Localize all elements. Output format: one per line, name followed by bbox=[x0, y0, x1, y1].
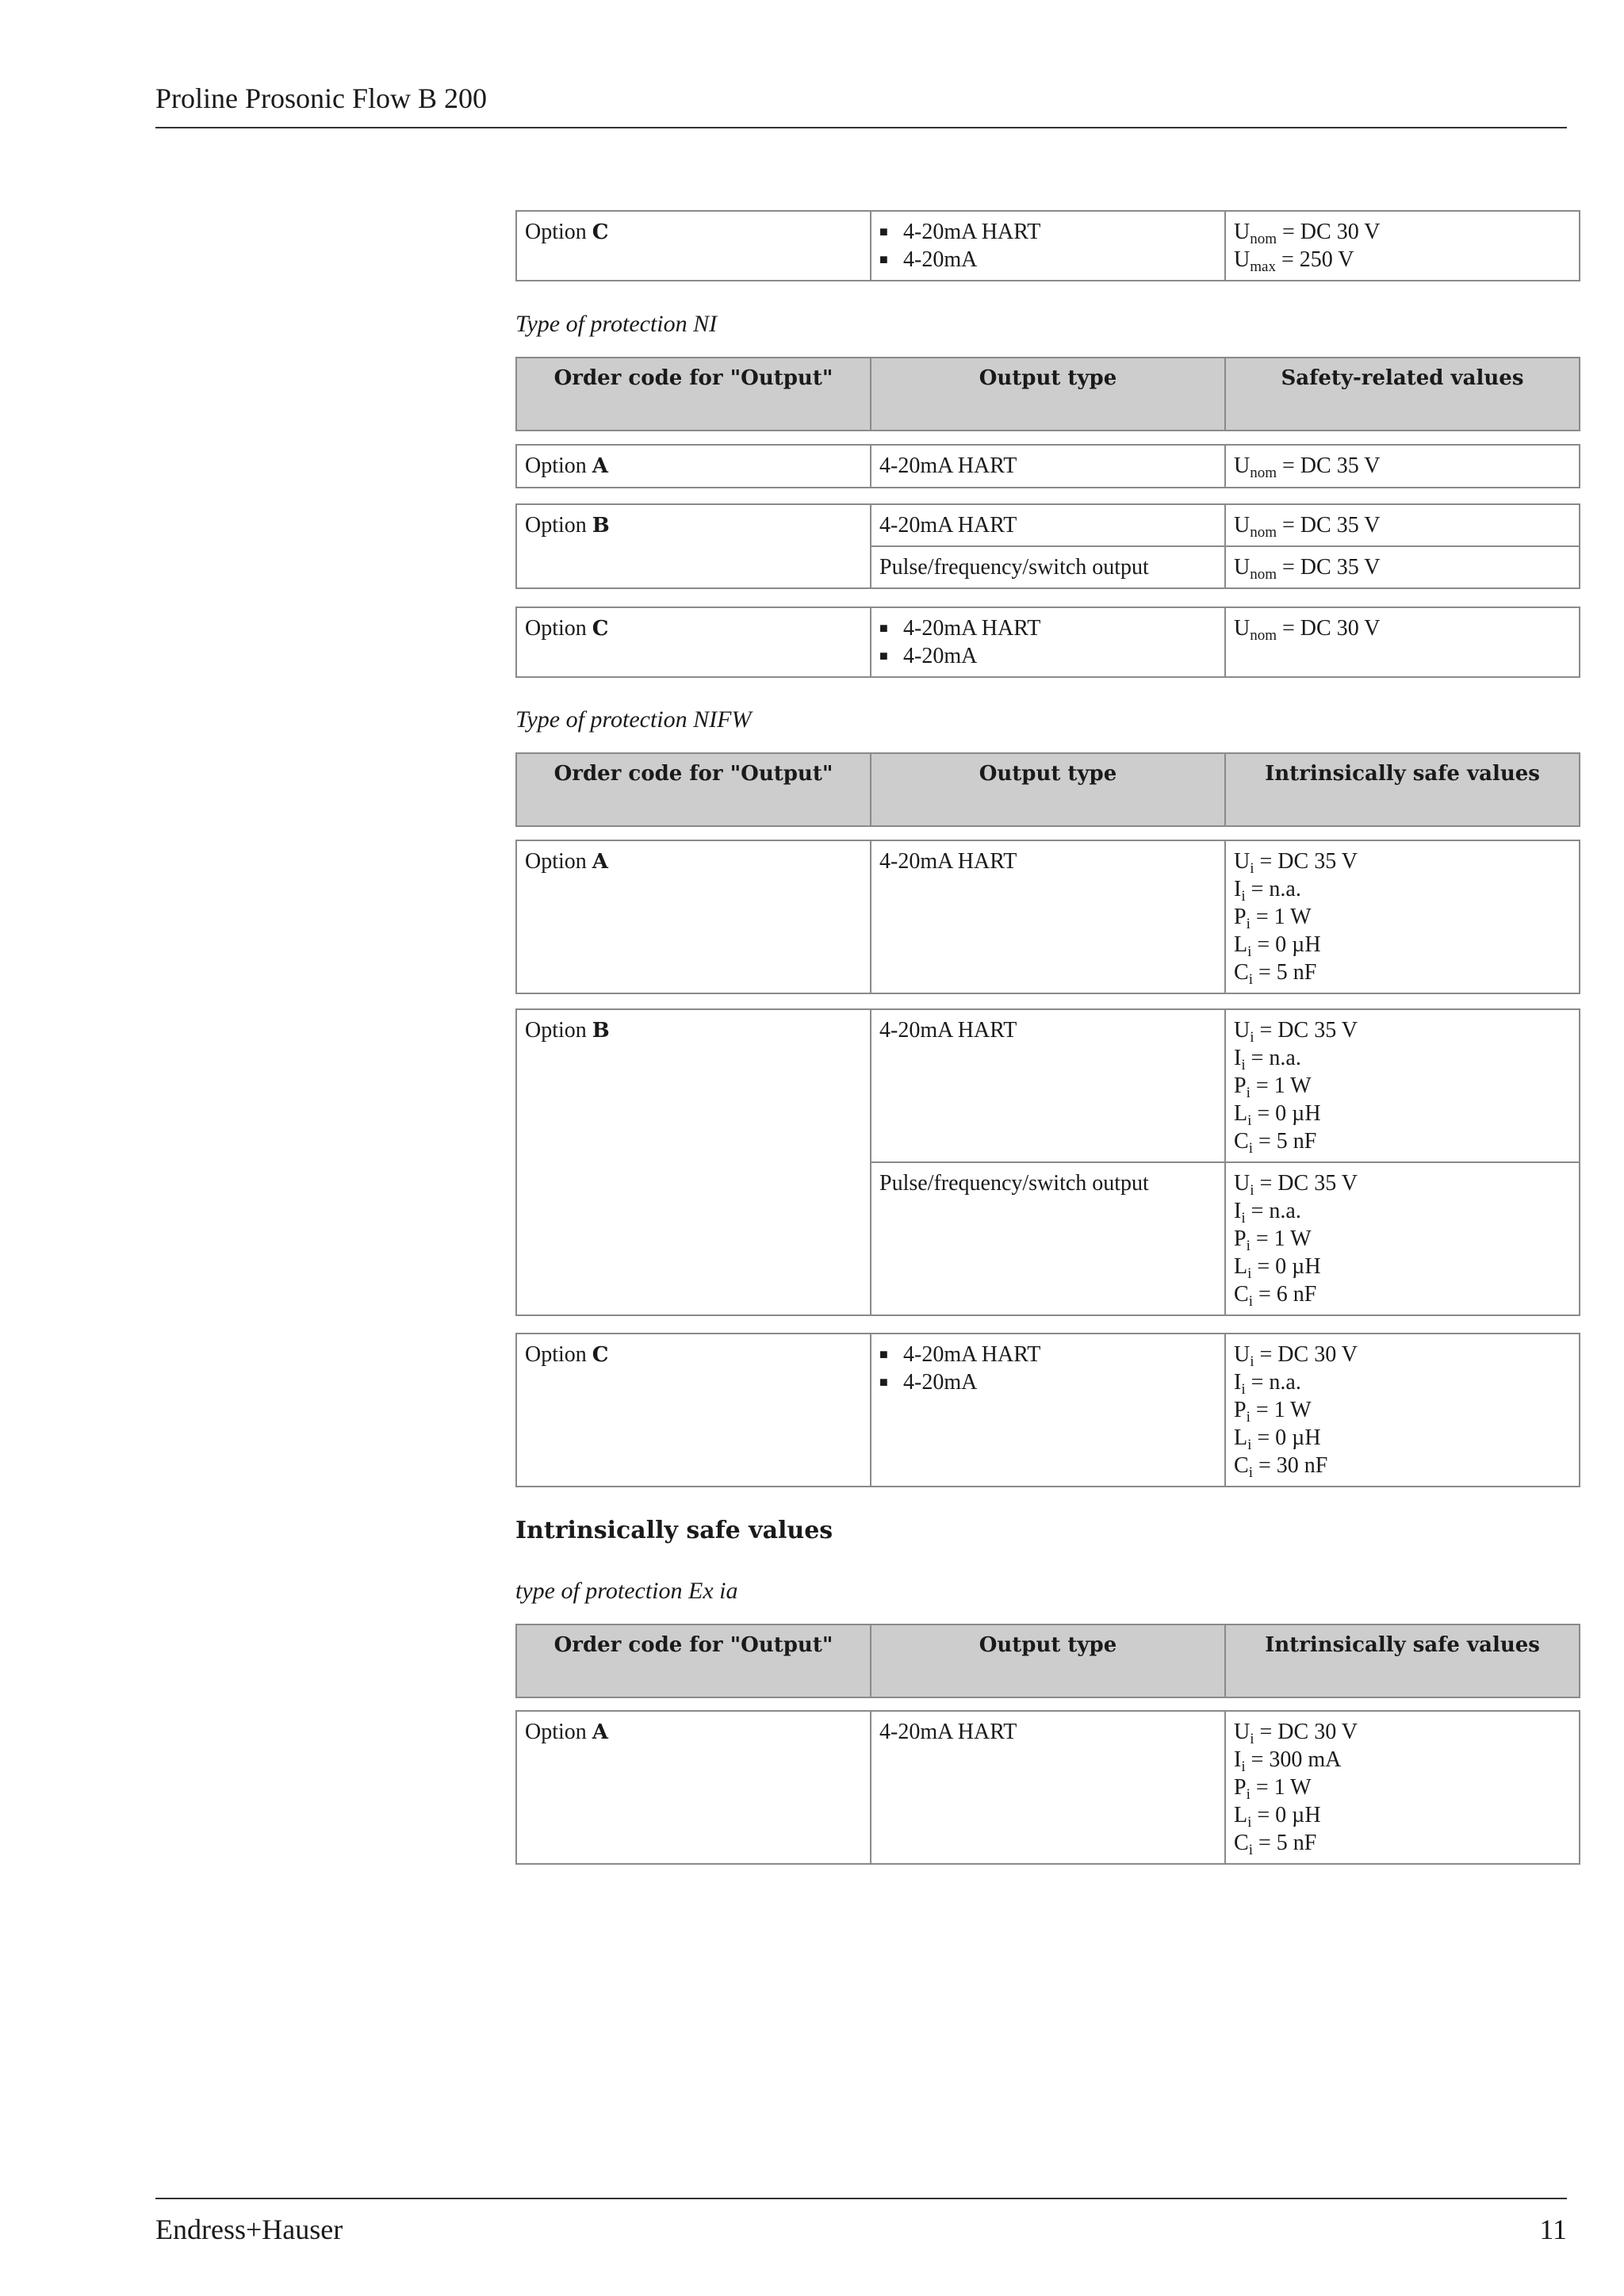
value-line: $U_i$ = DC 30 V bbox=[1234, 1720, 1358, 1747]
output-cell bbox=[871, 211, 1225, 281]
values-cell: $U_{nom}$ = DC 35 V bbox=[1225, 546, 1580, 588]
option-cell: Option C bbox=[516, 607, 871, 677]
value-line: $C_i = 5$ nF bbox=[1234, 1129, 1317, 1157]
section-title-ni: Type of protection NI bbox=[515, 311, 718, 337]
document-title: Proline Prosonic Flow B 200 bbox=[155, 82, 488, 114]
value-line: $L_i = 0$ µH bbox=[1234, 1425, 1321, 1453]
value-line: $C_i = 6$ nF bbox=[1234, 1282, 1317, 1310]
option-cell: Option B bbox=[516, 1009, 871, 1315]
value-line: $U_i$ = DC 35 V bbox=[1234, 849, 1358, 877]
value-line: $C_i = 5$ nF bbox=[1234, 960, 1317, 988]
footer-rule bbox=[155, 2198, 1567, 2199]
column-header: Output type bbox=[871, 753, 1225, 826]
option-cell: Option A bbox=[516, 445, 871, 488]
list-item: ■ 4-20mA bbox=[879, 246, 1216, 274]
values-cell bbox=[1225, 840, 1580, 993]
values-cell bbox=[1225, 211, 1580, 281]
value-line: $L_i = 0$ µH bbox=[1234, 1254, 1321, 1282]
option-cell: Option A bbox=[516, 840, 871, 993]
value-line: $P_i = 1$ W bbox=[1234, 1226, 1312, 1254]
value-line: $U_{nom}$ = DC 30 V bbox=[1234, 220, 1381, 247]
nifw-option-a-table bbox=[515, 840, 1580, 994]
table-row bbox=[516, 211, 1580, 281]
exia-header-table bbox=[515, 1624, 1580, 1698]
table-header-row bbox=[516, 358, 1580, 430]
column-header: Safety-related values bbox=[1225, 358, 1580, 430]
company-name: Endress+Hauser bbox=[155, 2214, 343, 2245]
column-header: Order code for "Output" bbox=[516, 753, 871, 826]
output-cell: Pulse/frequency/switch output bbox=[871, 546, 1225, 588]
output-cell: 4-20mA HART bbox=[871, 840, 1225, 993]
value-line: $C_i = 5$ nF bbox=[1234, 1831, 1317, 1858]
list-item: ■ 4-20mA HART bbox=[879, 218, 1216, 246]
value-line: $P_i = 1$ W bbox=[1234, 1073, 1312, 1101]
page-footer bbox=[155, 2212, 1567, 2247]
output-cell: 4-20mA HART bbox=[871, 445, 1225, 488]
list-item: ■ 4-20mA HART bbox=[879, 614, 1216, 642]
value-line: $L_i = 0$ µH bbox=[1234, 932, 1321, 960]
page-header bbox=[155, 81, 1567, 116]
value-line: $L_i = 0$ µH bbox=[1234, 1101, 1321, 1129]
value-line: $I_i = n.a$. bbox=[1234, 877, 1301, 905]
table-row bbox=[516, 607, 1580, 677]
value-line: $I_i = n.a$. bbox=[1234, 1199, 1301, 1226]
option-cell: Option A bbox=[516, 1711, 871, 1864]
value-line: $I_i = 300$ mA bbox=[1234, 1747, 1342, 1775]
table-row bbox=[516, 504, 1580, 546]
output-cell bbox=[871, 1334, 1225, 1487]
option-cell: Option C bbox=[516, 1334, 871, 1487]
value-line: $U_{max} = 250$ V bbox=[1234, 247, 1354, 275]
column-header: Order code for "Output" bbox=[516, 358, 871, 430]
table-row bbox=[516, 445, 1580, 488]
column-header: Intrinsically safe values bbox=[1225, 753, 1580, 826]
column-header: Intrinsically safe values bbox=[1225, 1624, 1580, 1697]
nifw-header-table bbox=[515, 752, 1580, 827]
value-line: $U_i$ = DC 30 V bbox=[1234, 1342, 1358, 1370]
value-line: $P_i = 1$ W bbox=[1234, 1775, 1312, 1803]
ni-option-a-table bbox=[515, 444, 1580, 488]
table-header-row bbox=[516, 1624, 1580, 1697]
list-item: ■ 4-20mA bbox=[879, 1368, 1216, 1396]
ni-option-b-table bbox=[515, 503, 1580, 589]
output-cell: Pulse/frequency/switch output bbox=[871, 1162, 1225, 1315]
output-cell bbox=[871, 607, 1225, 677]
page-number: 11 bbox=[1539, 2214, 1567, 2245]
section-heading-intrinsic: Intrinsically safe values bbox=[515, 1517, 833, 1544]
ni-option-c-table bbox=[515, 607, 1580, 678]
list-item: ■ 4-20mA HART bbox=[879, 1341, 1216, 1368]
values-cell: $U_{nom}$ = DC 30 V bbox=[1225, 607, 1580, 677]
option-cell: Option C bbox=[516, 211, 871, 281]
table-row bbox=[516, 1711, 1580, 1864]
section-title-nifw: Type of protection NIFW bbox=[515, 706, 752, 733]
values-cell bbox=[1225, 1334, 1580, 1487]
table-row bbox=[516, 840, 1580, 993]
column-header: Output type bbox=[871, 1624, 1225, 1697]
value-line: $C_i = 30$ nF bbox=[1234, 1453, 1328, 1481]
value-line: $L_i = 0$ µH bbox=[1234, 1803, 1321, 1831]
value-line: $U_i$ = DC 35 V bbox=[1234, 1018, 1358, 1046]
value-line: $P_i = 1$ W bbox=[1234, 1398, 1312, 1425]
values-cell bbox=[1225, 1711, 1580, 1864]
continued-table bbox=[515, 210, 1580, 281]
value-line: $U_i$ = DC 35 V bbox=[1234, 1171, 1358, 1199]
table-header-row bbox=[516, 753, 1580, 826]
nifw-option-b-table bbox=[515, 1008, 1580, 1316]
table-row bbox=[516, 1334, 1580, 1487]
values-cell bbox=[1225, 1009, 1580, 1162]
value-line: $I_i = n.a$. bbox=[1234, 1046, 1301, 1073]
output-cell: 4-20mA HART bbox=[871, 504, 1225, 546]
value-line: $P_i = 1$ W bbox=[1234, 905, 1312, 932]
values-cell: $U_{nom}$ = DC 35 V bbox=[1225, 445, 1580, 488]
column-header: Output type bbox=[871, 358, 1225, 430]
section-title-ex-ia: type of protection Ex ia bbox=[515, 1578, 738, 1604]
list-item: ■ 4-20mA bbox=[879, 642, 1216, 670]
exia-option-a-table bbox=[515, 1710, 1580, 1865]
header-rule bbox=[155, 127, 1567, 128]
table-row bbox=[516, 1009, 1580, 1162]
option-cell: Option B bbox=[516, 504, 871, 588]
ni-header-table bbox=[515, 357, 1580, 431]
output-cell: 4-20mA HART bbox=[871, 1711, 1225, 1864]
output-cell: 4-20mA HART bbox=[871, 1009, 1225, 1162]
column-header: Order code for "Output" bbox=[516, 1624, 871, 1697]
values-cell bbox=[1225, 1162, 1580, 1315]
nifw-option-c-table bbox=[515, 1333, 1580, 1487]
values-cell: $U_{nom}$ = DC 35 V bbox=[1225, 504, 1580, 546]
value-line: $I_i = n.a$. bbox=[1234, 1370, 1301, 1398]
